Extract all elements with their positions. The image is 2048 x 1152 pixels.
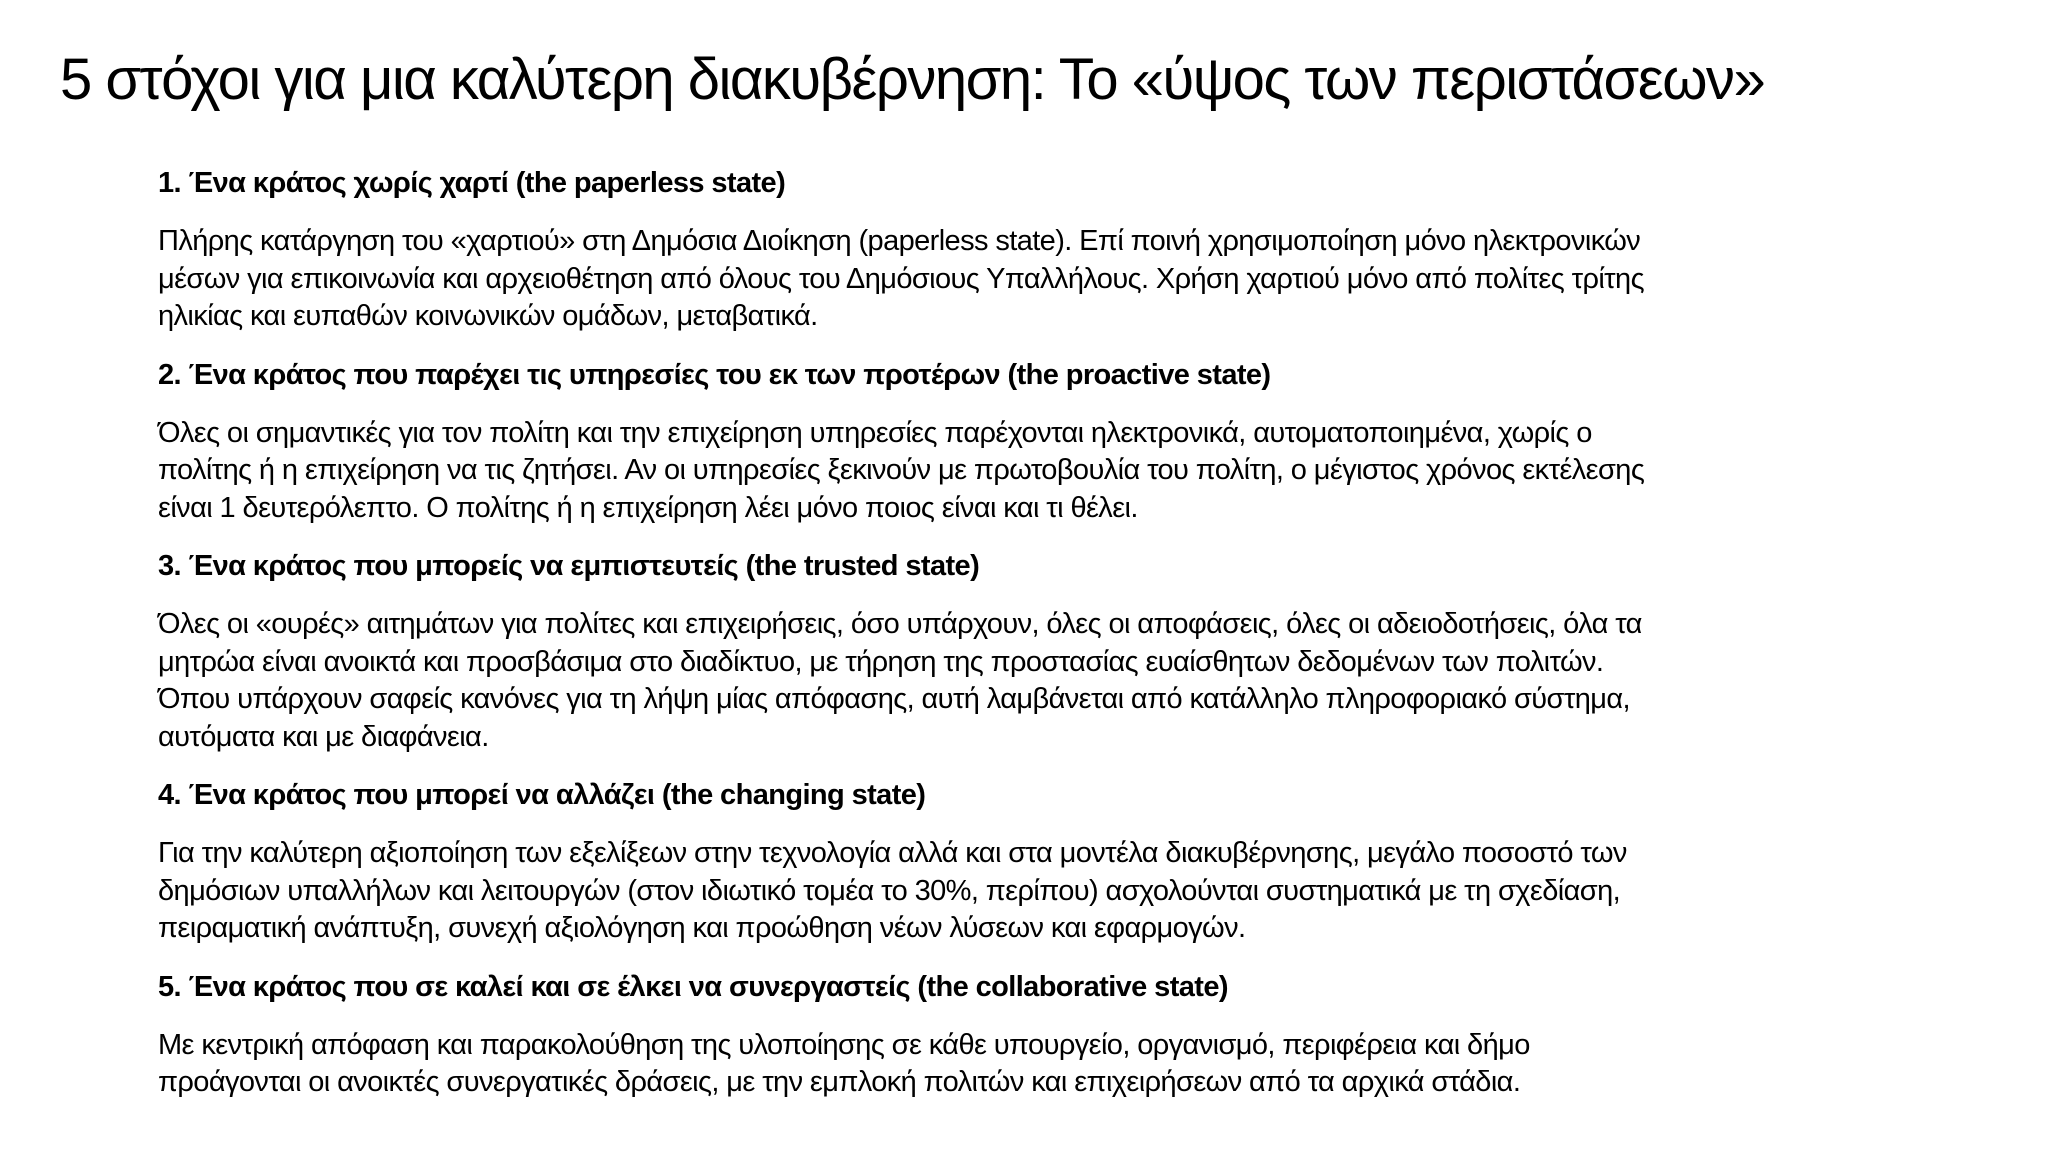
goal-description — [158, 1027, 1918, 1102]
goal-description-line: είναι 1 δευτερόλεπτο. Ο πολίτης ή η επιχείρηση λέει μόνο ποιος είναι και τι θέλει. — [158, 491, 1138, 524]
goal-heading: 5. Ένα κράτος που σε καλεί και σε έλκει να συνεργαστείς (the collaborative state) — [158, 970, 1228, 1003]
goal-5 — [158, 968, 1918, 1102]
goal-description — [158, 606, 1918, 756]
goal-description — [158, 835, 1918, 948]
slide-title: 5 στόχοι για μια καλύτερη διακυβέρνηση: Το «ύψος των περιστάσεων» — [60, 47, 1765, 112]
goal-description-line: Όλες οι «ουρές» αιτημάτων για πολίτες και επιχειρήσεις, όσο υπάρχουν, όλες οι αποφάσεις, όλες οι αδειοδοτήσεις, όλα τα — [158, 608, 1642, 640]
goal-description-line: δημόσιων υπαλλήλων και λειτουργών (στον ιδιωτικό τομέα το 30%, περίπου) ασχολούνται συστηματικά με τη σχεδίαση, — [158, 874, 1621, 907]
goal-description-line: μέσων για επικοινωνία και αρχειοθέτηση από όλους του Δημόσιους Υπαλλήλους. Χρήση χαρτιού μόνο από πολίτες τρίτης — [158, 262, 1644, 295]
goal-description-line: Όλες οι σημαντικές για τον πολίτη και την επιχείρηση υπηρεσίες παρέχονται ηλεκτρονικά, αυτοματοποιημένα, χωρίς ο — [158, 416, 1592, 449]
goal-description-line: Για την καλύτερη αξιοποίηση των εξελίξεων στην τεχνολογία αλλά και στα μοντέλα διακυβέρνησης, μεγάλο ποσοστό των — [158, 837, 1627, 869]
goal-heading: 1. Ένα κράτος χωρίς χαρτί (the paperless state) — [158, 167, 786, 199]
goal-description-line: Όπου υπάρχουν σαφείς κανόνες για τη λήψη μίας απόφασης, αυτή λαμβάνεται από κατάλληλο πληροφοριακό σύστημα, — [158, 683, 1630, 715]
goal-description-line: αυτόματα και με διαφάνεια. — [158, 720, 489, 753]
goal-description-line: ηλικίας και ευπαθών κοινωνικών ομάδων, μεταβατικά. — [158, 300, 818, 332]
goal-heading: 4. Ένα κράτος που μπορεί να αλλάζει (the changing state) — [158, 779, 926, 811]
goal-4 — [158, 776, 1918, 948]
goal-3 — [158, 547, 1918, 756]
goal-1 — [158, 164, 1918, 336]
goal-2 — [158, 356, 1918, 528]
goal-description-line: πειραματική ανάπτυξη, συνεχή αξιολόγηση και προώθηση νέων λύσεων και εφαρμογών. — [158, 912, 1246, 944]
goal-description-line: πολίτης ή η επιχείρηση να τις ζητήσει. Αν οι υπηρεσίες ξεκινούν με πρωτοβουλία του πολίτη, ο μέγιστος χρόνος εκτέλεσης — [158, 454, 1645, 486]
goal-description-line: προάγονται οι ανοικτές συνεργατικές δράσεις, με την εμπλοκή πολιτών και επιχειρήσεων από τα αρχικά στάδια. — [158, 1066, 1521, 1098]
goal-description-line: μητρώα είναι ανοικτά και προσβάσιμα στο διαδίκτυο, με τήρηση της προστασίας ευαίσθητων δεδομένων των πολιτών. — [158, 645, 1604, 678]
goal-description — [158, 415, 1918, 528]
goal-heading: 2. Ένα κράτος που παρέχει τις υπηρεσίες του εκ των προτέρων (the proactive state) — [158, 358, 1271, 391]
goal-description-line: Με κεντρική απόφαση και παρακολούθηση της υλοποίησης σε κάθε υπουργείο, οργανισμό, περιφέρεια και δήμο — [158, 1028, 1530, 1061]
goal-description — [158, 223, 1918, 336]
goal-description-line: Πλήρης κατάργηση του «χαρτιού» στη Δημόσια Διοίκηση (paperless state). Επί ποινή χρησιμοποίηση μόνο ηλεκτρονικών — [158, 225, 1641, 257]
goal-heading: 3. Ένα κράτος που μπορείς να εμπιστευτείς (the trusted state) — [158, 550, 980, 582]
goals-list — [158, 164, 1918, 1122]
